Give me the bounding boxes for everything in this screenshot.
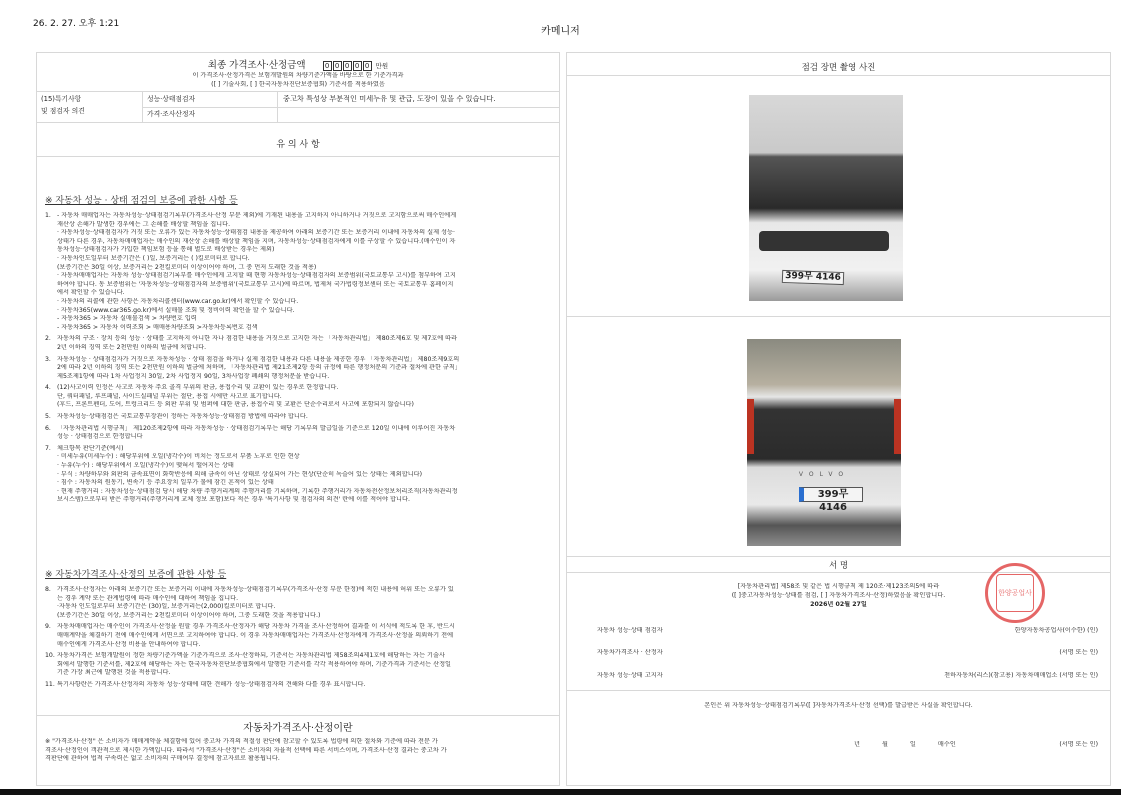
notice-title: 유 의 사 항 — [276, 140, 320, 150]
item-line: 자동차매매업자는 매수인이 가격조사·산정을 원할 경우 가격조사·산정자가 해당 자동차 가격을 조사·산정하여 결과를 이 서식에 적도록 한 후, 반드시 — [57, 623, 455, 631]
item-number: 9. — [45, 623, 51, 631]
notice-item — [45, 384, 557, 410]
notice-item — [45, 413, 557, 422]
item-line: 에서 확인할 수 있습니다. — [57, 289, 125, 297]
definition-text — [45, 738, 557, 764]
item-line: 회에서 발행한 기준서를, 제2호에 해당하는 자는 한국자동차진단보증협회에서 발행한 기준서를 각각 적용하여야 하며, 기준가격과 기준서는 산정일 — [57, 660, 452, 668]
item-line: 매수인에게 가격조사·산정 비용을 안내하여야 합니다. — [57, 640, 201, 648]
sign-row-value: 한양자동차공업사(이수한) (인) — [1014, 627, 1098, 634]
item-line-row — [45, 681, 557, 690]
price-digit-box: 0 — [363, 61, 372, 71]
item-line-row — [45, 632, 557, 641]
item-line: (후드, 프론트펜더, 도어, 트렁크리드 등 외판 부위 및 범퍼에 대한 판금, 용접수리 및 교환은 단순수리로서 사고에 포함되지 않습니다) — [57, 401, 414, 409]
item-line-row — [45, 401, 557, 410]
appraiser-label: 가격·조사산정자 — [147, 110, 196, 118]
bottom-edge — [0, 789, 1121, 795]
section-title: ※ 자동차가격조사·산정의 보증에 관한 사항 등 — [45, 570, 227, 580]
item-line: · 자동차의 리콜에 관한 사항은 자동차리콜센터(www.car.go.kr)에서 확인할 수 있습니다. — [57, 297, 299, 305]
buyer-signature-field: (서명 또는 인) — [1059, 741, 1098, 748]
item-line-row — [45, 453, 557, 462]
price-digit-box: 0 — [343, 61, 352, 71]
app-title: 카메니저 — [541, 26, 580, 37]
item-line-row — [45, 324, 557, 333]
item-line-row — [45, 393, 557, 402]
item-line-row — [45, 586, 557, 595]
item-line-row — [45, 669, 557, 678]
item-line: 하여야 합니다. 동 보증범위는 '자동차성능·상태점검자의 보증범위'(국토교통부 고시)에 따르며, 법제처 국가법령정보센터 또는 국토교통부 홈페이지 — [57, 280, 454, 288]
price-note-1: 이 가격조사·산정가격은 보험개발원의 차량기준가액을 바탕으로 한 기준가격과 — [192, 72, 404, 79]
price-digits — [323, 60, 373, 71]
item-line: · 자동차성능·상태점검자가 거짓 또는 오류가 있는 자동차성능·상태점검 내용을 제공하여 아래의 보증기간 또는 보증거리 이내에 자동차의 실제 성능· — [57, 229, 455, 237]
remarks-label-2: 및 점검자 의견 — [41, 107, 85, 115]
definition-line: 격조사·산정인이 객관적으로 제시한 가액입니다. 따라서 "가격조사·산정"은 소비자의 자율적 선택에 따른 서비스이며, 가격조사·산정 결과는 중고차 가 — [45, 746, 447, 754]
tail-light — [747, 399, 754, 454]
buyer-label: 매수인 — [937, 741, 956, 748]
item-line-row — [45, 641, 557, 650]
definition-line: ※ "가격조사·산정" 은 소비자가 매매계약을 체결함에 있어 중고차 가격의 적절성 판단에 참고할 수 있도록 법령에 의한 절차와 기준에 따라 전문 가 — [45, 738, 438, 745]
item-line-row — [45, 335, 557, 344]
item-line-row — [45, 413, 557, 422]
inspector-opinion: 중고차 특성상 부분적인 미세누유 및 관급, 도장이 있을 수 있습니다. — [283, 95, 496, 103]
item-line-row — [45, 496, 557, 505]
definition-title: 자동차가격조사·산정이란 — [243, 723, 353, 734]
item-line-row — [45, 344, 557, 353]
rear-license-plate: 399무 4146 — [799, 487, 863, 502]
definition-line: 격판단에 관하여 법적 구속력은 없고 소비자의 구매여부 결정에 참고자료로 활용됩니다. — [45, 755, 280, 763]
item-line-row — [45, 272, 557, 281]
photos-title: 점검 장면 촬영 사진 — [801, 63, 876, 73]
item-line-row — [45, 462, 557, 471]
item-line-row — [45, 229, 557, 238]
notice-item — [45, 445, 557, 505]
item-line-row — [45, 364, 557, 373]
item-line: 체크항목 판단기준(예시) — [57, 444, 124, 452]
item-line: 매매계약을 체결하기 전에 매수인에게 서면으로 고지하여야 합니다. 이 경우 자동차매매업자는 가격조사·산정자에게 가격조사·산정을 의뢰하기 전에 — [57, 631, 454, 639]
item-line: · 미세누유(미세누수) : 해당부위에 오일(냉각수)이 비치는 정도로서 부품 노후로 인한 현상 — [57, 453, 300, 461]
sign-row-label: 자동차 성능·상태 고지자 — [597, 672, 663, 679]
final-price-row — [37, 57, 559, 71]
notice-item — [45, 356, 557, 382]
item-line: (보증기간은 30일 이상, 보증거리는 2천킬로미터 이상이어야 하며, 그 중 먼저 도래한 것을 적용) — [57, 263, 317, 271]
item-line: 제5조제1항에 따라 1차 사업정지 30일, 2차 사업정지 90일, 3차사업장 폐쇄의 행정처분을 받습니다. — [57, 372, 330, 380]
price-digit-box: 0 — [333, 61, 342, 71]
item-line-row — [45, 373, 557, 382]
item-line-row — [45, 264, 557, 273]
rear-inspection-photo — [747, 339, 901, 546]
item-line: - 자동차 매매업자는 자동차성능·상태점검기록부(가격조사·산정 부분 제외)에 기재된 내용을 고지하지 아니하거나 거짓으로 고지함으로써 매수인에게 — [57, 212, 457, 219]
item-number: 2. — [45, 335, 51, 343]
item-line-row — [45, 445, 557, 454]
item-line: 가격조사·산정자는 아래의 보증기간 또는 보증거리 이내에 자동차성능·상태점검기록부(가격조사·산정 부분 한정)에 적힌 내용에 허위 또는 오류가 있 — [57, 586, 454, 593]
signature-law-line: [자동차관리법] 제58조 및 같은 법 시행규칙 제 120조·제123조의5에 따라 — [737, 583, 940, 590]
stamp-text: 한양공업사 — [996, 574, 1034, 612]
item-line: · 자동차365(www.car365.go.kr)에서 실매물 조회 및 정비이력 확인을 할 수 있습니다. — [57, 306, 295, 314]
item-line-row — [45, 238, 557, 247]
item-number: 1. — [45, 212, 51, 219]
day-label: 일 — [909, 741, 916, 748]
item-line-row — [45, 246, 557, 255]
receipt-confirmation: 본인은 위 자동차성능·상태점검기록부([ ]자동차가격조사·산정 선택)를 발급받은 사실을 확인합니다. — [704, 702, 973, 709]
front-license-plate: 399무 4146 — [782, 270, 844, 285]
item-line: 자동차의 구조 · 장치 등의 성능 · 상태를 고지하지 아니한 자나 점검한 내용을 거짓으로 고지한 자는 「자동차관리법」 제80조제6호 및 제7호에 따라 — [57, 335, 458, 343]
item-line: - 자동차365 > 자동차 이력조회 > 매매용차량조회 >자동차등록번호 검색 — [57, 323, 258, 331]
final-price-title: 최종 가격조사·산정금액 — [207, 60, 306, 71]
item-line: 자동차가격은 보험개발원이 정한 차량기준가액을 기준가격으로 조사·산정하되, 기준서는 자동차관리법 제58조의4제1호에 해당하는 자는 기술사 — [57, 652, 445, 660]
sign-row-value: (서명 또는 인) — [1059, 649, 1098, 656]
sign-row-label: 자동차가격조사 · 산정자 — [597, 649, 663, 656]
item-line: ·자동차 인도일로부터 보증기간은 (30)일, 보증거리는(2,000)킬로미터로 합니다. — [57, 603, 276, 611]
item-line: - 자동차365 > 자동차 실매물검색 > 차량번호 입력 — [57, 315, 197, 323]
section-price-warranty — [45, 567, 557, 693]
notice-item — [45, 681, 557, 690]
item-line: · 자동차인도일부터 보증기간은 ( )일, 보증거리는 ( )킬로미터로 합니다. — [57, 254, 250, 262]
photo-signature-panel — [566, 52, 1111, 786]
item-line: (12)사고이력 인정은 사고로 자동차 주요 골격 부위의 판금, 용접수리 및 교환이 있는 경우로 한정합니다. — [57, 384, 339, 392]
item-line: 특기사항란은 가격조사·산정자의 자동차 성능·상태에 대한 견해가 성능·상태점검자의 견해와 다를 경우 표시합니다. — [57, 680, 366, 688]
item-number: 8. — [45, 586, 51, 593]
item-line-row — [45, 488, 557, 497]
item-line: 「자동차관리법 시행규칙」 제120조제2항에 따라 자동차성능 · 상태점검기록부는 해당 기록부의 발급일을 기준으로 120일 이내에 이루어진 자동차 — [57, 424, 456, 432]
signature-confirm-line: ([ ]중고자동차성능·상태를 점검, [ ] 자동차가격조사·산정)하였음을 확인합니다. — [731, 592, 946, 599]
item-line: · 부식 : 차량하부와 외판의 금속표면이 화학반응에 의해 금속이 아닌 상태로 상실되어 가는 현상(단순히 녹슬어 있는 상태는 제외합니다) — [57, 470, 423, 478]
sign-row-value: 천하자동차(리스)(참고용) 자동차매매업소 (서명 또는 인) — [944, 672, 1098, 679]
item-line: 2에 따라 2년 이하의 징역 또는 2천만원 이하의 벌금에 처하며, 「자동차관리법 제21조제2항 등의 규정에 따른 행정처분의 기준과 절차에 관한 규칙」 — [57, 364, 462, 372]
item-line: · 자동차매매업자는 자동차 성능·상태점검기록부를 매수인에게 고지할 때 현행 자동차성능·상태점검자의 보증범위(국토교통부 고시)를 첨부하여 고지 — [57, 272, 456, 280]
item-line-row — [45, 479, 557, 488]
item-line: 보시스템)으로부터 받은 주행거리(주행거리계 교체 정보 포함)보다 적은 경우 '특기사항 및 점검자의 의견' 란에 이를 적어야 합니다. — [57, 496, 410, 504]
item-line-row — [45, 603, 557, 612]
item-line: 기준 가장 최근에 발행된 것을 적용합니다. — [57, 669, 171, 677]
item-number: 4. — [45, 384, 51, 392]
item-line-row — [45, 471, 557, 480]
item-number: 5. — [45, 413, 51, 421]
notice-panel — [36, 52, 560, 786]
sign-row-label: 자동차 성능·상태 점검자 — [597, 627, 663, 634]
item-line: 동차성능·상태점검자가 가입한 책임보험 등을 통해 별도로 배상받는 경우는 제외) — [57, 246, 275, 254]
item-line-row — [45, 661, 557, 670]
item-line-row — [45, 221, 557, 230]
price-digit-box: 0 — [323, 61, 332, 71]
company-seal-stamp — [985, 563, 1045, 623]
price-unit: 만원 — [375, 62, 389, 70]
item-line: 는 경우 계약 또는 관계법령에 따라 매수인에 대하여 책임을 집니다. — [57, 594, 239, 602]
item-line: · 침수 : 자동차의 원동기, 변속기 등 주요장치 일부가 물에 잠긴 흔적이 있는 상태 — [57, 479, 274, 487]
item-line-row — [45, 298, 557, 307]
signature-title: 서 명 — [828, 561, 849, 571]
item-line-row — [45, 255, 557, 264]
section-title: ※ 자동차 성능 · 상태 점검의 보증에 관한 사항 등 — [45, 196, 238, 206]
signature-date: 2026년 02월 27일 — [810, 601, 867, 608]
month-label: 월 — [881, 741, 888, 748]
notice-item — [45, 586, 557, 620]
item-line: 2년 이하의 징역 또는 2천만원 이하의 벌금에 처합니다. — [57, 343, 207, 351]
item-line: 단, 쿼터패널, 루프패널, 사이드실패널 부위는 절단, 용접 시에만 사고로 표기합니다. — [57, 392, 282, 400]
section-items — [45, 212, 557, 505]
print-timestamp: 26. 2. 27. 오후 1:21 — [33, 19, 120, 29]
notice-item — [45, 425, 557, 442]
item-line-row — [45, 384, 557, 393]
item-line-row — [45, 281, 557, 290]
item-line-row — [45, 652, 557, 661]
item-line: 재산상 손해가 발생한 경우에는 그 손해를 배상할 책임을 집니다. — [57, 220, 231, 228]
section-performance-warranty — [45, 193, 557, 508]
inspector-label: 성능·상태점검자 — [147, 95, 196, 103]
front-inspection-photo — [749, 95, 903, 301]
item-number: 7. — [45, 444, 51, 452]
grille — [759, 231, 889, 251]
notice-item — [45, 212, 557, 332]
item-line: (보증기간은 30일 이상, 보증거리는 2천킬로미터 이상이어야 하며, 그중 도래한 것을 적용합니다.) — [57, 611, 321, 619]
item-line-row — [45, 433, 557, 442]
item-line-row — [45, 612, 557, 621]
notice-item — [45, 335, 557, 352]
item-line-row — [45, 289, 557, 298]
item-line: 상태가 다른 경우, 자동차매매업자는 매수인의 재산상 손해를 배상할 책임을 지며, 자동차성능·상태점검자에게 이를 구상할 수 있습니다.(매수인이 자 — [57, 237, 456, 245]
notice-item — [45, 623, 557, 649]
item-line: · 현재 주행거리 : 자동차성능·상태점검 당시 해당 차량 주행거리계의 주행거리를 기록하며, 기록한 주행거리가 자동차전산정보처리조직(자동차관리정 — [57, 487, 458, 495]
item-line-row — [45, 425, 557, 434]
item-line-row — [45, 356, 557, 365]
buyer-date-row — [854, 741, 956, 750]
price-note-2: ([ ] 기술사회, [ ] 한국자동차진단보증협회) 기준서를 적용하였음 — [211, 81, 385, 88]
item-number: 6. — [45, 424, 51, 432]
section-items — [45, 586, 557, 690]
notice-item — [45, 652, 557, 678]
item-line-row — [45, 315, 557, 324]
item-number: 11. — [45, 680, 55, 688]
remarks-label-1: (15)특기사항 — [41, 95, 82, 103]
price-digit-box: 0 — [353, 61, 362, 71]
item-number: 10. — [45, 652, 55, 660]
item-line-row — [45, 595, 557, 604]
item-line-row — [45, 212, 557, 221]
tail-light — [894, 399, 901, 454]
rear-badge: VOLVO — [798, 471, 850, 478]
item-line: 자동차성능 · 상태점검자가 거짓으로 자동차성능 · 상태 점검을 하거나 실제 점검한 내용과 다른 내용을 제공한 경우 「자동차관리법」 제80조제9호의 — [57, 355, 460, 363]
item-line-row — [45, 307, 557, 316]
item-line: 성능 · 상태점검으로 한정합니다 — [57, 433, 143, 441]
item-number: 3. — [45, 355, 51, 363]
item-line-row — [45, 623, 557, 632]
item-line: 자동차성능·상태점검은 국토교통부장관이 정하는 자동차성능·상태점검 방법에 따라야 합니다. — [57, 413, 308, 421]
year-label: 년 — [854, 741, 860, 748]
item-line: · 누유(누수) : 해당부위에서 오일(냉각수)이 맺혀서 떨어지는 상태 — [57, 462, 234, 470]
